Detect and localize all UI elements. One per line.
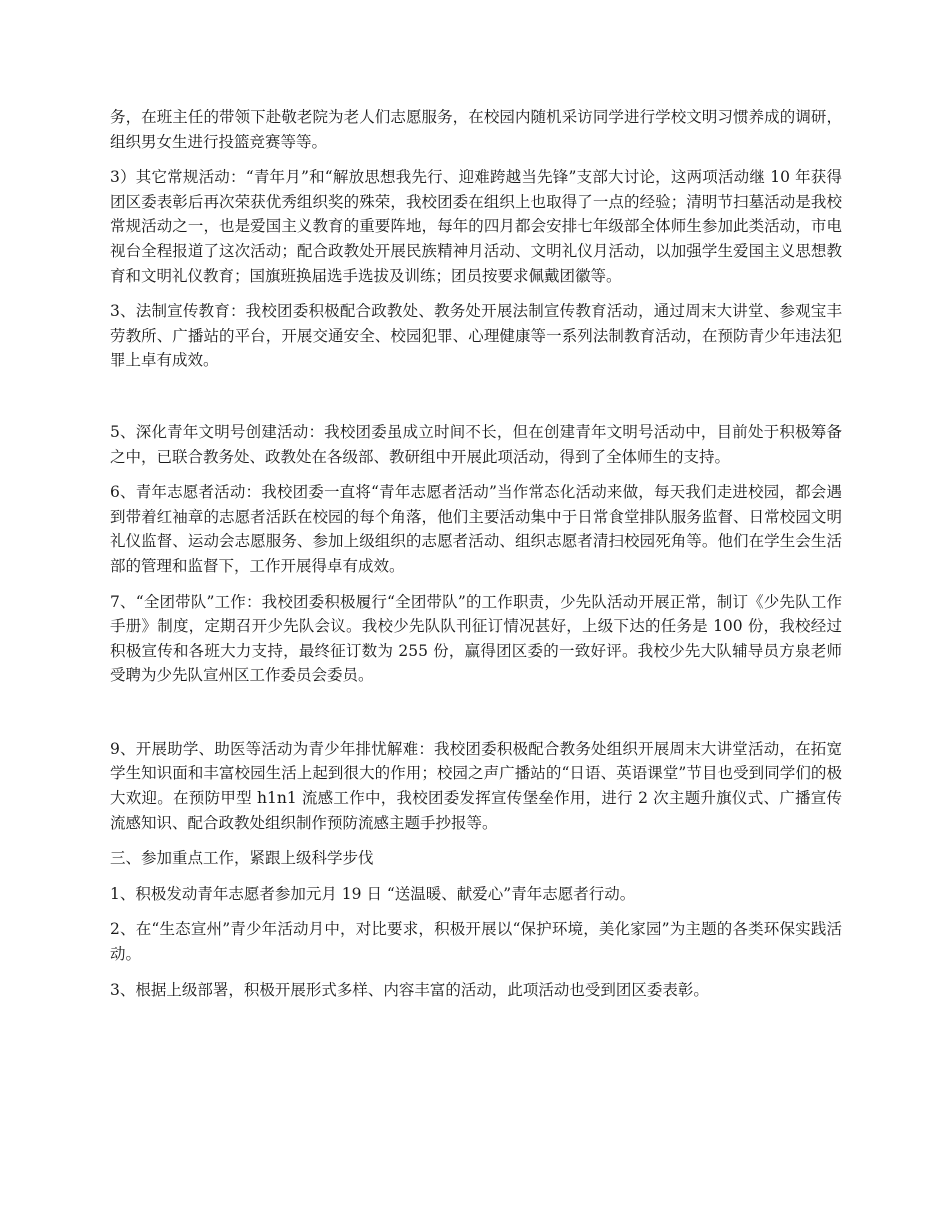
paragraph-key-work-3: 3、根据上级部署，积极开展形式多样、内容丰富的活动，此项活动也受到团区委表彰。 [110,980,709,999]
paragraph-key-work-2: 2、在“生态宣州”青少年活动月中，对比要求，积极开展以“保护环境，美化家园”为主题的各类环保实践活动。 [110,920,842,964]
blank-space [110,384,842,420]
paragraph-youth-civilization: 5、深化青年文明号创建活动：我校团委虽成立时间不长，但在创建青年文明号活动中，目前处于积极筹备之中，已联合教务处、政教处在各级部、教研组中开展此项活动，得到了全体师生的支持。 [110,422,842,466]
blank-space [110,699,842,737]
paragraph-young-pioneers: 7、“全团带队”工作：我校团委积极履行“全团带队”的工作职责，少先队活动开展正常，制订《少先队工作手册》制度，定期召开少先队会议。我校少先队队刊征订情况甚好，上级下达的任务是 100 份，我校经过积极宣传和各班大力支持，最终征订数为 255 份，赢得团区委的一致好评。我校少先大队辅导员方泉老师受聘为少先队宣州区工作委员会委员。 [110,592,842,685]
paragraph-youth-volunteers: 6、青年志愿者活动：我校团委一直将“青年志愿者活动”当作常态化活动来做，每天我们走进校园，都会遇到带着红袖章的志愿者活跃在校园的每个角落，他们主要活动集中于日常食堂排队服务监督、日常校园文明礼仪监督、运动会志愿服务、参加上级组织的志愿者活动、组织志愿者清扫校园死角等。他们在学生会生活部的管理和监督下，工作开展得卓有成效。 [110,483,842,575]
paragraph-regular-activities: 3）其它常规活动：“青年月”和“解放思想我先行、迎难跨越当先锋”支部大讨论，这两项活动继 10 年获得团区委表彰后再次荣获优秀组织奖的殊荣，我校团委在组织上也取得了一点的经验；清明节扫墓活动是我校常规活动之一，也是爱国主义教育的重要阵地，每年的四月都会安排七年级部全体师生参加此类活动，市电视台全程报道了这次活动；配合政教处开展民族精神月活动、文明礼仪月活动，以加强学生爱国主义思想教育和文明礼仪教育；国旗班换届选手选拔及训练；团员按要求佩戴团徽等。 [110,168,842,285]
paragraph-key-work-1: 1、积极发动青年志愿者参加元月 19 日 “送温暖、献爱心”青年志愿者行动。 [110,884,636,903]
document-body [110,105,842,1013]
paragraph-legal-education: 3、法制宣传教育：我校团委积极配合政教处、教务处开展法制宣传教育活动，通过周末大讲堂、参观宝丰劳教所、广播站的平台，开展交通安全、校园犯罪、心理健康等一系列法制教育活动，在预防青少年违法犯罪上卓有成效。 [110,302,842,370]
paragraph-volunteer-continuation: 务，在班主任的带领下赴敬老院为老人们志愿服务，在校园内随机采访同学进行学校文明习惯养成的调研，组织男女生进行投篮竞赛等等。 [110,108,842,151]
section-heading-key-work: 三、参加重点工作，紧跟上级科学步伐 [110,849,374,868]
paragraph-assistance-activities: 9、开展助学、助医等活动为青少年排忧解难：我校团委积极配合教务处组织开展周末大讲堂活动，在拓宽学生知识面和丰富校园生活上起到很大的作用；校园之声广播站的“日语、英语课堂”节目也受到同学们的极大欢迎。在预防甲型 h1n1 流感工作中，我校团委发挥宣传堡垒作用，进行 2 次主题升旗仪式、广播宣传流感知识、配合政教处组织制作预防流感主题手抄报等。 [110,739,842,832]
